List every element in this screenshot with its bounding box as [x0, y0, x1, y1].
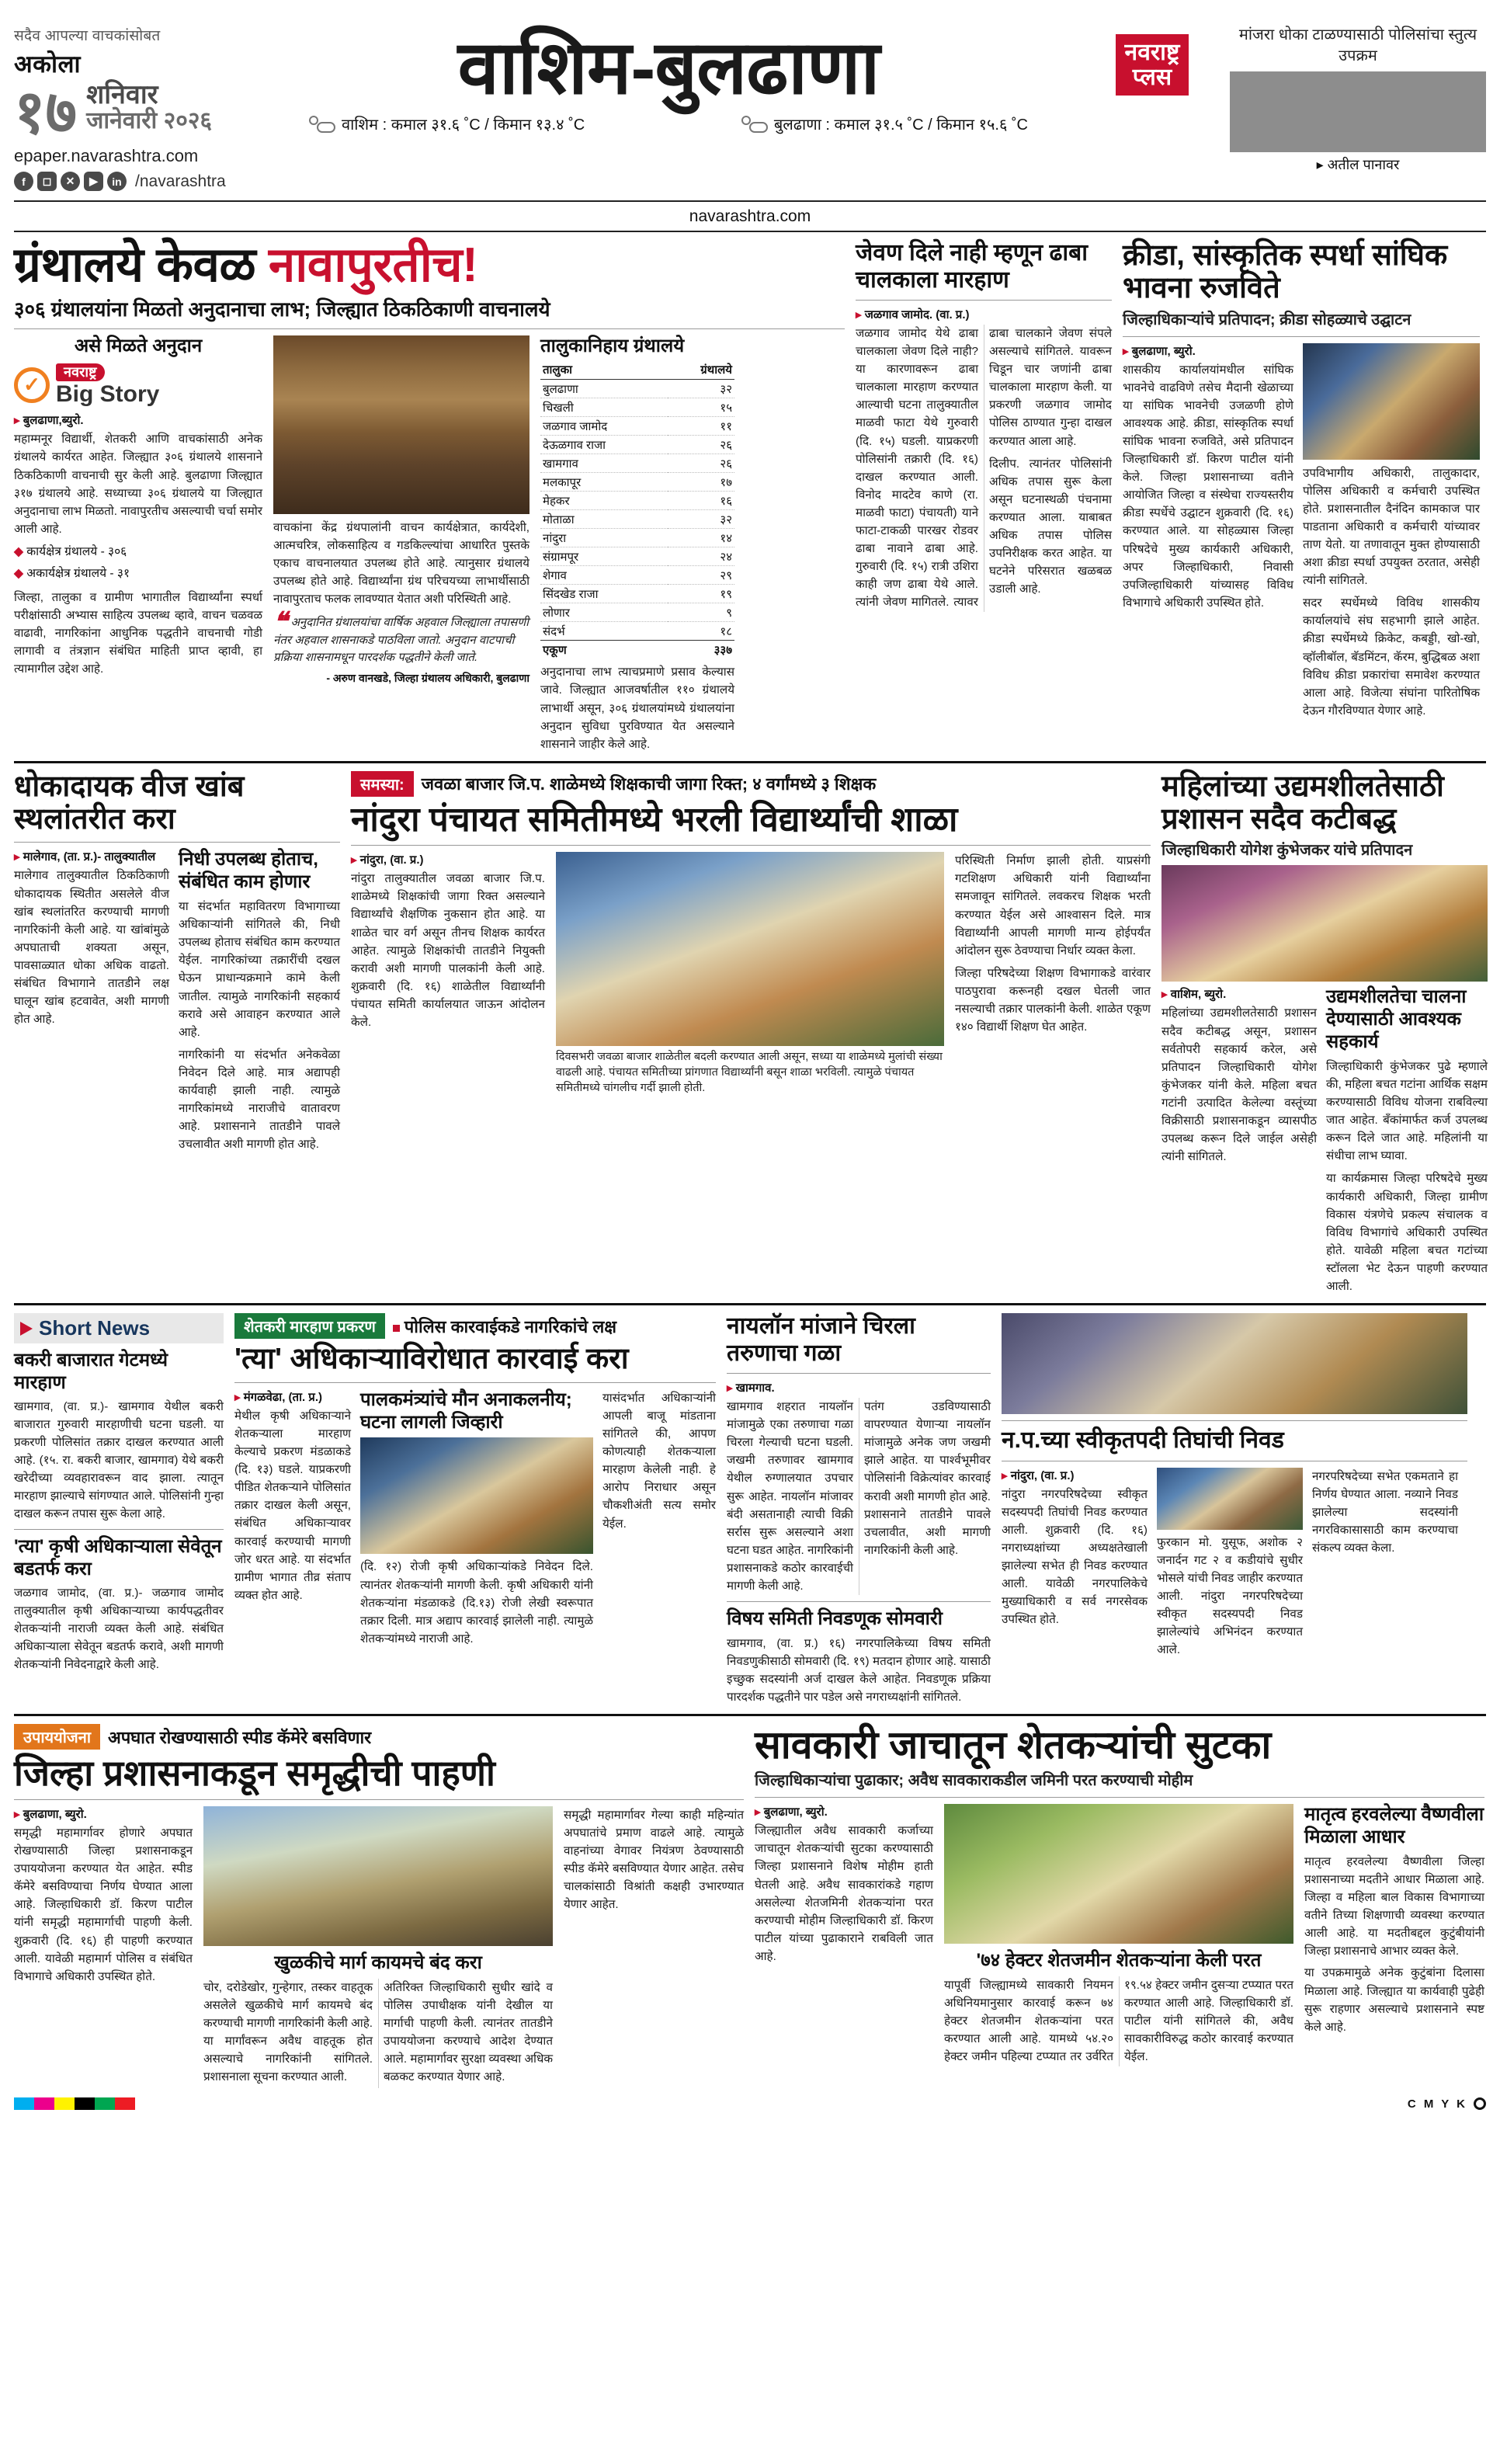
school-classroom-photo [556, 852, 944, 1046]
dhaba-byline [856, 307, 1112, 322]
masthead-strip [14, 11, 1486, 194]
color-swatch-green [95, 2097, 115, 2110]
lead-quote-attribution: - अरुण वानखडे, जिल्हा ग्रंथालय अधिकारी, बुलढाणा [326, 671, 530, 684]
table-row: मलकापूर १७ [540, 473, 734, 492]
epaper-url[interactable]: epaper.navarashtra.com [14, 146, 199, 165]
table-row: संग्रामपूर २४ [540, 547, 734, 566]
women-deck: जिल्हाधिकारी योगेश कुंभेजकर यांचे प्रतिपादन [1161, 842, 1413, 860]
lead-byline [14, 412, 262, 428]
sports-body-1: शासकीय कार्यालयांमधील सांघिक भावनेचे वाढविणे तसेच मैदानी खेळाच्या या सांघिक भावनेची उजळणी होणे आवश्यक आहे. क्रीडा, सांस्कृतिक स्पर्धा सांघिक भावना रुजविते, असे प्रतिपादन जिल्हाधिकारी डॉ. किरण पाटील यांनी केले. जिल्हा प्रशासनाच्या वतीने आयोजित जिल्हा व संस्थेचा राज्यस्तरीय क्रीडा स्पर्धेचे उद्घाटन शुक्रवारी (दि. १६) करण्यात आले. या सोहळ्यास जिल्हा परिषदेचे मुख्य कार्यकारी अधिकारी, अपर जिल्हाधिकारी, निवासी उपजिल्हाधिकारी यांच्यासह विविध विभागाचे अधिकारी उपस्थित होते. [1123, 363, 1293, 610]
plus-line-2: प्लस [1132, 64, 1172, 90]
farmer-subheadline: पालकमंत्र्यांचे मौन अनाकलनीय; घटना लागली जिव्हारी [360, 1388, 572, 1433]
weather-buldhana-text: बुलढाणा : कमाल ३१.५ ˚C / किमान १५.६ ˚C [773, 116, 1028, 134]
school-kicker-row [351, 771, 1151, 797]
plus-badge [1116, 34, 1189, 96]
weather-buldhana [741, 113, 1028, 134]
youtube-icon[interactable]: ▶ [84, 172, 103, 191]
bigstory-nav-label: नवराष्ट्र [56, 363, 105, 381]
plus-line-1: नवराष्ट्र [1124, 40, 1180, 65]
women-byline [1161, 986, 1317, 1002]
taluka-library-table [540, 360, 734, 659]
table-row: मोताळा ३२ [540, 510, 734, 529]
x-twitter-icon[interactable]: ✕ [61, 172, 80, 191]
table-total-row: एकूण ३३७ [540, 641, 734, 659]
school-byline [351, 852, 545, 867]
power-headline: धोकादायक वीज खांब स्थलांतरीत करा [14, 770, 245, 836]
lead-close-para: अनुदानाचा लाभ त्याचप्रमाणे प्रसाव केल्यास जावे. जिल्ह्यात आजवर्षातील ११० ग्रंथालये लाभार्थी असून, ३०६ ग्रंथालयांमध्ये ग्रंथालयांना अनुदान सुविधा पुरविण्यात येत असल्याने शासनाने जाहीर केले आहे. [540, 666, 734, 751]
table-row: देऊळगाव राजा २६ [540, 436, 734, 454]
sawkari-subheadline: '७४ हेक्टर शेतजमीन शेतकऱ्यांना केली परत [976, 1950, 1262, 1972]
plus-badge-block [1075, 11, 1230, 96]
farmer-headline: 'त्या' अधिकाऱ्याविरोधात कारवाई करा [234, 1343, 629, 1376]
row-bottom [14, 1724, 1486, 2088]
edition-city: अकोला [14, 50, 82, 78]
women-subheadline: उद्यमशीलतेचा चालना देण्यासाठी आवश्यक सहकार्य [1326, 986, 1467, 1053]
women-story [1161, 771, 1488, 1295]
farmer-body-3: यासंदर्भात अधिकाऱ्यांनी आपली बाजू मांडताना सांगितले की, आपण कोणत्याही शेतकऱ्याला मारहाण केलेली नाही. हे आरोप निराधार असून चौकशीअंती सत्य समोर येईल. [602, 1391, 716, 1531]
taluka-table-body [540, 380, 734, 659]
edition-block [14, 11, 262, 191]
color-swatch-red [115, 2097, 135, 2110]
weather-row [262, 106, 1075, 134]
sawkari-body-4: या उपक्रमामुळे अनेक कुटुंबांना दिलासा मिळाला आहे. जिल्ह्यात या कार्यवाही पुढेही सुरू राहणार असल्याचे प्रशासनाने स्पष्ट केले आहे. [1304, 1966, 1484, 2034]
sawkari-byline [755, 1804, 933, 1819]
date-day: १७ [14, 77, 78, 146]
samruddhi-subheadline: खुळकीचे मार्ग कायमचे बंद करा [274, 1951, 482, 1973]
women-headline: महिलांच्या उद्यमशीलतेसाठी प्रशासन सदैव कटीबद्ध [1161, 770, 1444, 836]
manja-headline: नायलॉन मांजाने चिरला तरुणाचा गळा [727, 1313, 915, 1366]
instagram-icon[interactable]: ◻ [37, 172, 57, 191]
samruddhi-byline [14, 1806, 193, 1822]
byline-arrow-icon: ▸ [856, 308, 862, 321]
sawkari-subheadline-2: मातृत्व हरवलेल्या वैष्णवीला मिळाला आधार [1304, 1804, 1484, 1848]
manja-subheadline: विषय समिती निवडणूक सोमवारी [727, 1608, 943, 1630]
school-body-3: जिल्हा परिषदेच्या शिक्षण विभागाकडे वारंवार पाठपुरावा करूनही दखल घेतली जात नसल्याची तक्रार पालकांनी केली. शाळेत एकूण १४० विद्यार्थी शिक्षण घेत आहेत. [955, 966, 1151, 1034]
school-kicker-line: जवळा बाजार जि.प. शाळेमध्ये शिक्षकाची जागा रिक्त; ४ वर्गांमध्ये ३ शिक्षक [421, 774, 877, 794]
table-row: मेहकर १६ [540, 492, 734, 510]
sports-story [1123, 240, 1480, 753]
sawkari-headline: सावकारी जाचातून शेतकऱ्यांची सुटका [755, 1723, 1272, 1767]
sports-event-photo [1303, 343, 1480, 460]
manja-byline [727, 1380, 991, 1395]
lead-byline-text: बुलढाणा,ब्युरो. [23, 414, 84, 428]
sports-body-2: सदर स्पर्धेमध्ये विविध शासकीय कार्यालयांचे संघ सहभागी झाले आहेत. क्रीडा स्पर्धेमध्ये क्रिकेट, कबड्डी, खो-खो, व्हॉलीबॉल, बॅडमिंटन, कॅरम, बुद्धिबळ अशा विविध क्रीडा प्रकारांचा समावेश करण्यात आला आहे. विजेत्या संघांना पारितोषिक देऊन गौरविण्यात येणार आहे. [1303, 596, 1480, 718]
byline-arrow-icon: ▸ [14, 850, 20, 864]
lead-story [14, 240, 845, 753]
samruddhi-highway-photo [203, 1806, 553, 1946]
sports-caption: उपविभागीय अधिकारी, तालुकादार, पोलिस अधिकारी व कर्मचारी उपस्थित होते. प्रशासनातील दैनंदिन कामकाज पार पाडताना अधिकारी व कर्मचारी यांच्यावर ताण येतो. या तणावातून मुक्त होण्यासाठी अशा क्रीडा स्पर्धा उपयुक्त ठरतात, असेही त्यांनी सांगितले. [1303, 466, 1480, 588]
lead-bullet-1: ◆ अकार्यक्षेत्र ग्रंथालये - ३१ [14, 566, 130, 580]
manja-body-1: खामगाव शहरात नायलॉन मांजामुळे एका तरुणाचा गळा चिरला गेल्याची घटना घडली. जखमी तरुणावर खामगाव येथील रुग्णालयात उपचार सुरू आहेत. नायलॉन मांजावर बंदी असतानाही त्याची विक्री सर्रास सुरू असल्याने अशा घटना घडत आहेत. नागरिकांनी प्रशासनाकडे कठोर कारवाईची मागणी केली आहे. [727, 1400, 853, 1593]
sun-cloud-icon-2 [741, 115, 768, 134]
byline-arrow-icon: ▸ [1161, 988, 1168, 1002]
manja-body-2: पतंग उडविण्यासाठी वापरण्यात येणाऱ्या नायलॉन मांजामुळे अनेक जण जखमी झाले आहेत. या पार्श्वभूमीवर पोलिसांनी विक्रेत्यांवर कारवाई करावी अशी मागणी होत आहे. प्रशासनाने तातडीने पावले उचलावीत, अशी मागणी नागरिकांनी केली आहे. [864, 1400, 991, 1557]
sun-cloud-icon [309, 115, 335, 134]
promo-text: मांजरा धोका टाळण्यासाठी पोलिसांचा स्तुत्य उपक्रम [1238, 26, 1477, 64]
table-row: बुलढाणा ३२ [540, 380, 734, 398]
social-links[interactable] [14, 172, 262, 191]
dhaba-byline-text: जळगाव जामोद. (वा. प्र.) [864, 308, 970, 321]
power-pole-story [14, 771, 340, 1295]
np-story [1002, 1313, 1467, 1706]
lead-quote [273, 607, 530, 667]
table-row: संदर्भ १८ [540, 622, 734, 641]
dhaba-body-2: दिलीप. त्यानंतर पोलिसांनी अधिक तपास सुरू केला असून घटनास्थळी पंचनामा करण्यात आला. याबाबत अधिक तपास पोलिस उपनिरीक्षक करत आहेत. या घटनेने परिसरात खळबळ उडाली आहे. [989, 457, 1112, 596]
grant-title: असे मिळते अनुदान [74, 335, 203, 356]
manja-body-3: खामगाव, (वा. प्र.) १६) नगरपालिकेच्या विषय समिती निवडणुकीसाठी सोमवारी (दि. १९) मतदान होणार आहे. यासाठी इच्छुक सदस्यांनी अर्ज दाखल केले आहेत. निवडणूक प्रक्रिया पारदर्शक पद्धतीने पार पडेल असे नगराध्यक्षांनी सांगितले. [727, 1636, 991, 1705]
short-news-title-0: बकरी बाजारात गेटमध्ये मारहाण [14, 1350, 168, 1393]
taluka-table-title: तालुकानिहाय ग्रंथालये [540, 335, 685, 356]
promo-image [1230, 71, 1486, 152]
th-taluka: तालुका [540, 360, 668, 380]
color-swatch-yellow [54, 2097, 75, 2110]
play-triangle-icon [20, 1322, 33, 1336]
table-row: सिंदखेड राजा १९ [540, 585, 734, 603]
short-news-label: Short News [39, 1316, 151, 1340]
lead-quote-text: अनुदानित ग्रंथालयांचा वार्षिक अहवाल जिल्ह्याला तपासणी नंतर अहवाल शासनाकडे पाठविला जातो. अनुदान वाटपाची प्रक्रिया शासनामधून पारदर्शक पद्धतीने केली जाते. [273, 616, 529, 665]
sports-byline [1123, 343, 1293, 359]
samruddhi-kicker-badge: उपाययोजना [14, 1724, 100, 1750]
school-headline: नांदुरा पंचायत समितीमध्ये भरली विद्यार्थ्यांची शाळा [351, 800, 958, 839]
registration-mark-icon [1474, 2097, 1486, 2110]
samruddhi-byline-text: बुलढाणा, ब्युरो. [23, 1807, 87, 1821]
school-caption: दिवसभरी जवळा बाजार शाळेतील बदली करण्यात आली असून, सध्या या शाळेमध्ये मुलांची संख्या वाढली आहे. पंचायत समितीच्या प्रांगणात विद्यार्थ्यांनी बसून शाळा भरविली. त्यामुळे पंचायत समितीमध्ये चांगलीच गर्दी झाली होती. [556, 1051, 943, 1095]
byline-arrow-icon: ▸ [14, 414, 20, 428]
date-month-year: जानेवारी २०२६ [86, 108, 213, 134]
promo-caption [1230, 155, 1486, 174]
byline-arrow-icon: ▸ [1002, 1468, 1008, 1482]
short-news-body-1: जळगाव जामोद, (वा. प्र.)- जळगाव जामोद तालुक्यातील कृषी अधिकाऱ्याच्या कार्यपद्धतीवर शेतकऱ्यांनी नाराजी व्यक्त केली आहे. संबंधित अधिकाऱ्याला सेवेतून बडतर्फ करावे, अशी मागणी शेतकऱ्यांनी निवेदनाद्वारे केली आहे. [14, 1586, 224, 1672]
row-lead [14, 240, 1486, 753]
th-count: ग्रंथालये [668, 360, 734, 380]
color-swatch-black [75, 2097, 95, 2110]
lead-headline [14, 240, 845, 290]
sawkari-story [755, 1724, 1484, 2088]
farmer-story [234, 1313, 716, 1706]
lead-body-3: वाचकांना केंद्र ग्रंथपालांनी वाचन कार्यक्षेत्रात, कार्यदेशी, आत्मचरित्र, लोकसाहित्य व गडकिल्ल्यांचा आधारित पुस्तके एकाच वाचनालयात उपलब्ध होते आहे. त्यानुसार ग्रंथालये उपलब्ध होते आहे. विद्यार्थ्यांना ग्रंथ परिचयच्या लाभार्थीसाठी नावापुरताच फलक लावण्यात येतात अशी परिस्थिती आहे. [273, 520, 530, 606]
short-news-item[interactable] [14, 1350, 224, 1523]
tagline: सदैव आपल्या वाचकांसोबत [14, 28, 161, 44]
social-handle: /navarashtra [135, 172, 226, 190]
date-weekday: शनिवार [86, 80, 158, 109]
byline-arrow-icon: ▸ [1123, 344, 1129, 358]
table-row: नांदुरा १४ [540, 529, 734, 547]
site-url-bar[interactable]: navarashtra.com [14, 200, 1486, 232]
masthead [262, 11, 1075, 134]
sports-byline-text: बुलढाणा, ब्युरो. [1131, 344, 1196, 358]
power-body-2: या संदर्भात महावितरण विभागाच्या अधिकाऱ्यांनी सांगितले की, निधी उपलब्ध होताच संबंधित काम करण्यात येईल. नागरिकांच्या तक्रारींची दखल घेऊन प्राधान्यक्रमाने कामे केली जातील. त्यामुळे नागरिकांनी सहकार्य करावे असे आवाहन करण्यात आले आहे. [179, 900, 340, 1039]
np-byline-text: नांदुरा, (वा. प्र.) [1010, 1468, 1075, 1482]
school-kicker-badge: समस्या: [351, 771, 414, 797]
lead-headline-plain: ग्रंथालये केवळ [14, 238, 269, 292]
women-body-1: महिलांच्या उद्यमशीलतेसाठी प्रशासन सदैव कटीबद्ध असून, प्रशासन सर्वतोपरी सहकार्य करेल, असे प्रतिपादन जिल्हाधिकारी योगेश कुंभेजकर यांनी केले. महिला बचत गटांनी उत्पादित केलेल्या वस्तूंच्या विक्रीसाठी प्रशासनाकडून व्यासपीठ उपलब्ध करून दिले जाईल असेही त्यांनी सांगितले. [1161, 1006, 1317, 1164]
samruddhi-kicker-row [14, 1724, 744, 1750]
np-body-1: नांदुरा नगरपरिषदेच्या स्वीकृत सदस्यपदी तिघांची निवड करण्यात आली. शुक्रवारी (दि. १६) नगराध्यक्षांच्या अध्यक्षतेखाली झालेल्या सभेत ही निवड करण्यात आली. यावेळी नगरपालिकेचे मुख्याधिकारी व सर्व नगरसेवक उपस्थित होते. [1002, 1487, 1148, 1627]
school-story [351, 771, 1151, 1295]
promo-caption-text: अतील पानावर [1327, 157, 1400, 172]
weather-washim-text: वाशिम : कमाल ३१.६ ˚C / किमान १३.४ ˚C [342, 116, 585, 134]
samruddhi-body-1: समृद्धी महामार्गावर होणारे अपघात रोखण्यासाठी जिल्हा प्रशासनाकडून उपाययोजना करण्यात येत आहेत. स्पीड कॅमेरे बसविण्याचा निर्णय घेण्यात आला आहे. जिल्हाधिकारी डॉ. किरण पाटील यांनी समृद्धी महामार्गाची पाहणी केली. शुक्रवारी (दि. १६) ही पाहणी करण्यात आली. यावेळी महामार्ग पोलिस व संबंधित विभागाचे अधिकारी उपस्थित होते. [14, 1826, 193, 1983]
dhaba-kicker-headline: जेवण दिले नाही म्हणून ढाबा चालकाला मारहाण [856, 240, 1089, 293]
farmer-byline [234, 1389, 351, 1405]
dateline [14, 77, 262, 146]
quote-mark-icon: ❝ [273, 607, 288, 638]
lead-subhead: ३०६ ग्रंथालयांना मिळतो अनुदानाचा लाभ; जिल्ह्यात ठिकठिकाणी वाचनालये [14, 297, 550, 321]
big-story-logo [14, 363, 262, 406]
short-news-body-0: खामगाव, (वा. प्र.)- खामगाव येथील बकरी बाजारात गुरुवारी मारहाणीची घटना घडली. या प्रकरणी पोलिसांत तक्रार दाखल करण्यात आली आहे. (१५. रा. बकरी बाजार, खामगाव) येथे बकरी खरेदीच्या व्यवहारावरून वाद झाला. त्यातून मारहाण झाल्याचे सांगण्यात आले. पोलिसांनी गुन्हा दाखल करून तपास सुरू केला आहे. [14, 1399, 224, 1521]
school-body-1: नांदुरा तालुक्यातील जवळा बाजार जि.प. शाळेमध्ये शिक्षकांची जागा रिक्त असल्याने विद्यार्थ्यांचे शैक्षणिक नुकसान होत आहे. या शाळेत चार वर्ग असून तीनच शिक्षक कार्यरत आहेत. त्यामुळे शिक्षकांची तातडीने नियुक्ती करावी अशी मागणी पालकांनी केली आहे. शुक्रवारी (दि. १६) शाळेतील विद्यार्थ्यांनी पंचायत समिती कार्यालयात जाऊन आंदोलन केले. [351, 872, 545, 1029]
power-byline-text: मालेगाव, (ता. प्र.)- तालुक्यातील [23, 850, 156, 864]
school-byline-text: नांदुरा, (वा. प्र.) [359, 853, 424, 867]
masthead-title: वाशिम-बुलढाणा [457, 26, 880, 109]
dhaba-body-1: जळगाव जामोद येथे ढाबा चालकाला जेवण दिले नाही? या कारणावरून ढाबा चालकाला मारहाण करण्यात आल्याची घटना तालुक्यातील माळवी फाटा येथे गुरुवारी (दि. १५) घडली. याप्रकरणी पोलिसांनी तक्रारी (दि. १६) दाखल करण्यात आली. विनोद मादटेव काणे (रा. माळवी फाटा) पंचायती) याने फाटा-टाकळी पारखर रोडवर ढाबा नावाने ढाबा आहे. गुरुवारी (दि. १५) रात्री उशिरा काही जण ढाबा येथे आले. त्यांनी जेवण मागितले. त्यावर ढाबा चालकाने जेवण संपले असल्याचे सांगितले. यावरून चिडून चार जणांनी ढाबा चालकाला मारहाण केली. या प्रकरणी जळगाव जामोद पोलिस ठाण्यात गुन्हा दाखल करण्यात आला आहे. [856, 327, 1112, 610]
farmer-group-photo [360, 1437, 593, 1554]
np-body-2: फुरकान मो. युसूफ, अशोक २ जनार्दन गट २ व कडीयांचे सुधीर भोसले यांची निवड जाहीर करण्यात आली. नांदुरा नगरपरिषदेच्या स्वीकृत सदस्यपदी निवड झालेल्यांचे अभिनंदन करण्यात आले. [1157, 1535, 1303, 1657]
color-swatch-magenta [34, 2097, 54, 2110]
facebook-icon[interactable]: f [14, 172, 33, 191]
women-body-2: जिल्हाधिकारी कुंभेजकर पुढे म्हणाले की, महिला बचत गटांना आर्थिक सक्षम करण्यासाठी विविध योजना राबविल्या जात आहेत. बँकांमार्फत कर्ज उपलब्ध करून दिले जात आहे. महिलांनी या संधीचा लाभ घ्यावा. [1326, 1059, 1488, 1163]
short-news-block [14, 1313, 224, 1706]
school-body-2: परिस्थिती निर्माण झाली होती. याप्रसंगी गटशिक्षण अधिकारी यांनी विद्यार्थ्यांना समजावून सांगितले. लवकरच शिक्षक भरती करण्यात येईल असे आश्वासन दिले. मात्र विद्यार्थ्यांनी आपली मागणी मान्य होईपर्यंत आंदोलन सुरू ठेवण्याचा निर्धार व्यक्त केला. [955, 854, 1151, 957]
lead-headline-red: नावापुरतीच! [268, 238, 478, 292]
power-body-1: मालेगाव तालुक्यातील ठिकठिकाणी धोकादायक स्थितीत असलेले वीज खांब स्थलांतरित करण्याची मागणी नागरिकांनी केली आहे. या खांबांमुळे अपघाताची शक्यता असून, पावसाळ्यात धोका अधिक वाढतो. संबंधित विभागाने तातडीने लक्ष घालून खांब हटवावेत, अशी मागणी होत आहे. [14, 869, 169, 1027]
sawkari-body-2: यापूर्वी जिल्ह्यामध्ये सावकारी नियमन अधिनियमानुसार कारवाई करून ७४ हेक्टर शेतजमीन शेतकऱ्यांना परत करण्यात आली आहे. यामध्ये ५४.२० हेक्टर जमीन पहिल्या टप्प्यात तर उर्वरित १९.५४ हेक्टर जमीन दुसऱ्या टप्प्यात परत करण्यात आली आहे. जिल्हाधिकारी डॉ. पाटील यांनी सांगितले की, अवैध सावकारीविरुद्ध कठोर कारवाई करण्यात येईल. [944, 1979, 1293, 2064]
cmyk-label: C M Y K [1407, 2097, 1467, 2111]
short-news-item[interactable] [14, 1536, 224, 1673]
short-news-title-1: 'त्या' कृषी अधिकाऱ्याला सेवेतून बडतर्फ करा [14, 1536, 222, 1580]
power-body-3: नागरिकांनी या संदर्भात अनेकवेळा निवेदन दिले आहे. मात्र अद्यापही कार्यवाही झाली नाही. त्यामुळे नागरिकांमध्ये नाराजीचे वातावरण आहे. प्रशासनाने तातडीने पावले उचलावीत अशी मागणी होत आहे. [179, 1048, 340, 1152]
dhaba-story [856, 240, 1112, 753]
byline-arrow-icon: ▸ [727, 1381, 733, 1395]
byline-arrow-icon: ▸ [14, 1807, 20, 1821]
lead-body-1: महाम्मनूर विद्यार्थी, शेतकरी आणि वाचकांसाठी अनेक ग्रंथालये कार्यरत आहेत. जिल्ह्यात ३०६ ग्रंथालये शासनाने ठिकठिकाणी वाचनाची सुर केली आहे. बुलढाणा जिल्ह्यात ३१७ ग्रंथालये आहे. सध्याच्या ३०६ ग्रंथालये या जिल्ह्यात अनुदानाचा लाभ मिळतो. नावापुरतीच असल्याची चर्चा समोर आली आहे. [14, 433, 262, 536]
byline-arrow-icon: ▸ [755, 1805, 761, 1819]
women-admin-photo [1002, 1313, 1467, 1414]
table-row: शेगाव २९ [540, 566, 734, 585]
np-body-3: नगरपरिषदेच्या सभेत एकमताने हा निर्णय घेण्यात आला. नव्याने निवड झालेल्या सदस्यांनी नगरविकासासाठी काम करण्याचा संकल्प व्यक्त केला. [1312, 1469, 1458, 1555]
color-swatch-cyan [14, 2097, 34, 2110]
sawkari-deck: जिल्हाधिकाऱ्यांचा पुढाकार; अवैध सावकाराकडील जमिनी परत करण्याची मोहीम [755, 1772, 1193, 1790]
byline-arrow-icon: ▸ [234, 1390, 241, 1404]
farmer-body-2: (दि. १२) रोजी कृषी अधिकाऱ्यांकडे निवेदन दिले. त्यानंतर शेतकऱ्यांनी मागणी केली. कृषी अधिकारी यांनी शेतकऱ्यांना मंडळाकडे (दि.१३) रोजी लेखी स्वरूपात तक्रार दिली. मात्र अद्याप कारवाई झालेली नाही. त्यामुळे शेतकऱ्यांमध्ये नाराजी आहे. [360, 1560, 593, 1646]
farmer-kicker-badge: शेतकरी मारहाण प्रकरण [234, 1313, 385, 1339]
table-row: चिखली १५ [540, 398, 734, 417]
np-headline: न.प.च्या स्वीकृतपदी तिघांची निवड [1002, 1427, 1284, 1454]
manja-story [727, 1313, 991, 1706]
arrow-icon: ▸ [1316, 157, 1324, 172]
farmer-byline-text: मंगळवेढा, (ता. प्र.) [243, 1390, 322, 1404]
row-two [14, 771, 1486, 1295]
print-registration-bar [14, 2097, 1486, 2118]
sawkari-body-1: जिल्ह्यातील अवैध सावकारी कर्जाच्या जाचातून शेतकऱ्यांची सुटका करण्यासाठी जिल्हा प्रशासनाने विशेष मोहीम हाती घेतली आहे. अवैध सावकारांकडे गहाण असलेल्या शेतजमिनी शेतकऱ्यांना परत करण्याची मोहीम जिल्हाधिकारी डॉ. किरण पाटील यांच्या पुढाकाराने राबविली जात आहे. [755, 1824, 933, 1963]
table-header-row [540, 360, 734, 380]
table-row: लोणार ९ [540, 603, 734, 622]
np-byline [1002, 1468, 1148, 1483]
samruddhi-body-4: अतिरिक्त जिल्हाधिकारी सुधीर खांदे व पोलिस उपाधीक्षक यांनी देखील या मार्गाची पाहणी केली. त्यानंतर तातडीने उपाययोजना करण्याचे आदेश देण्यात आले. महामार्गावर सुरक्षा व्यवस्था अधिक बळकट करण्यात येणार आहे. [384, 1980, 553, 2084]
weather-washim [309, 113, 585, 134]
table-row: खामगाव २६ [540, 454, 734, 473]
women-byline-text: वाशिम, ब्युरो. [1170, 988, 1227, 1002]
samruddhi-story [14, 1724, 744, 2088]
promo-block[interactable] [1230, 11, 1486, 174]
short-news-header [14, 1313, 224, 1343]
sports-deck: जिल्हाधिकाऱ्यांचे प्रतिपादन; क्रीडा सोहळ्याचे उद्घाटन [1123, 311, 1411, 328]
sawkari-body-3: मातृत्व हरवलेल्या वैष्णवीला जिल्हा प्रशासनाच्या मदतीने आधार मिळाला आहे. जिल्हा व महिला बाल विकास विभागाच्या वतीने तिच्या शिक्षणाची व्यवस्था करण्यात आली आहे. या मदतीबद्दल कुटुंबीयांनी जिल्हा प्रशासनाचे आभार व्यक्त केले. [1304, 1854, 1484, 1958]
power-subheadline: निधी उपलब्ध होताच, संबंधित काम होणार [179, 849, 318, 893]
power-byline [14, 849, 169, 864]
samruddhi-body-2: समृद्धी महामार्गावर गेल्या काही महिन्यांत अपघातांचे प्रमाण वाढले आहे. त्यामुळे वाहनांच्या वेगावर नियंत्रण ठेवण्यासाठी स्पीड कॅमेरे बसविण्यात येणार आहेत. तसेच चालकांसाठी विश्रांती कक्षही उभारण्यात येणार आहेत. [564, 1808, 744, 1912]
samruddhi-headline: जिल्हा प्रशासनाकडून समृद्धीची पाहणी [14, 1753, 495, 1794]
farmer-kicker-line: पोलिस कारवाईकडे नागरिकांचे लक्ष [393, 1315, 616, 1338]
library-shelf-photo [273, 335, 530, 514]
lead-bullets [14, 543, 262, 584]
linkedin-icon[interactable]: in [107, 172, 127, 191]
square-bullet-icon [393, 1325, 400, 1332]
bigstory-label: Big Story [56, 381, 160, 408]
np-meeting-photo [1157, 1468, 1303, 1530]
sawkari-byline-text: बुलढाणा, ब्युरो. [763, 1805, 828, 1819]
sports-headline: क्रीडा, सांस्कृतिक स्पर्धा सांघिक भावना रुजविते [1123, 239, 1448, 304]
byline-arrow-icon: ▸ [351, 853, 357, 867]
manja-byline-text: खामगाव. [735, 1381, 775, 1395]
table-row: जळगाव जामोद ११ [540, 417, 734, 436]
lead-bullet-0: ◆ कार्यक्षेत्र ग्रंथालये - ३०६ [14, 544, 127, 558]
row-three [14, 1313, 1486, 1706]
samruddhi-body-3: चोर, दरोडेखोर, गुन्हेगार, तस्कर वाहतूक असलेले खुळकीचे मार्ग कायमचे बंद करण्याची मागणी नागरिकांनी केली आहे. या मार्गांवरून अवैध वाहतूक होत असल्याचे नागरिकांनी सांगितले. प्रशासनाला सूचना करण्यात आली. [203, 1980, 373, 2084]
sawkari-handover-photo [944, 1804, 1293, 1944]
check-circle-icon: ✓ [14, 367, 50, 403]
women-event-photo [1161, 865, 1488, 982]
lead-body-2: जिल्हा, तालुका व ग्रामीण भागातील विद्यार्थ्यांना स्पर्धा परीक्षांसाठी अभ्यास साहित्य उपलब्ध व्हावे, वाचन चळवळ वाढावी, नागरिकांना आधुनिक पद्धतीने वाचनाची गोडी लागावी व तंत्रज्ञान संबंधित माहिती प्राप्त व्हावी, हा त्यामागील उद्देश आहे. [14, 590, 262, 676]
farmer-kicker-row [234, 1313, 716, 1339]
samruddhi-kicker-line: अपघात रोखण्यासाठी स्पीड कॅमेरे बसविणार [108, 1727, 372, 1747]
farmer-body-1: मेथील कृषी अधिकाऱ्याने शेतकऱ्याला मारहाण केल्याचे प्रकरण मंडळाकडे (दि. १३) घडले. याप्रकरणी पीडित शेतकऱ्याने पोलिसांत तक्रार दाखल केली असून, संबंधित अधिकाऱ्यावर कारवाई करण्याची मागणी जोर धरत आहे. या संदर्भात ग्रामीण भागात तीव्र संताप व्यक्त होत आहे. [234, 1409, 351, 1602]
women-body-3: या कार्यक्रमास जिल्हा परिषदेचे मुख्य कार्यकारी अधिकारी, जिल्हा ग्रामीण विकास यंत्रणेचे प्रकल्प संचालक व विविध विभागांचे अधिकारी उपस्थित होते. यावेळी महिला बचत गटांच्या स्टॉलला भेट देऊन पाहणी करण्यात आली. [1326, 1172, 1488, 1293]
